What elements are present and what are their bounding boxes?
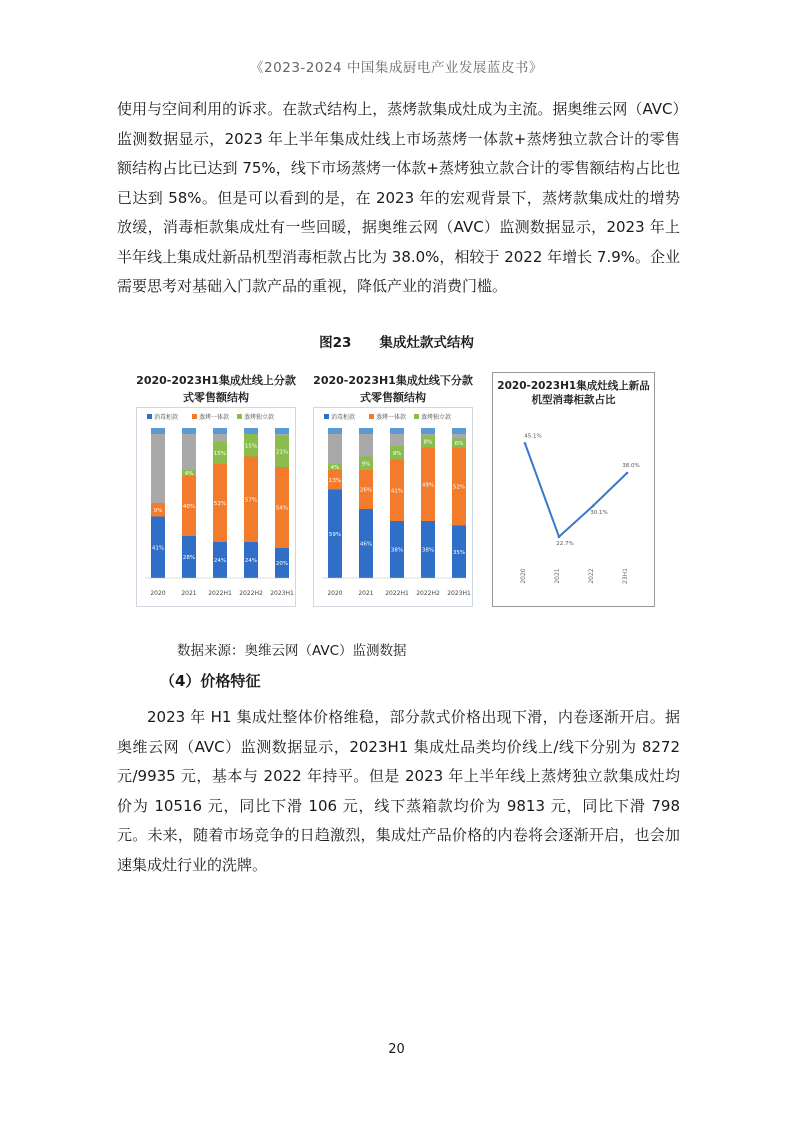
online-legend-label: 蒸烤独立款: [244, 414, 275, 421]
chart-online-frame: [136, 407, 296, 607]
online-data-label: 54%: [275, 505, 289, 512]
offline-data-label: 9%: [361, 461, 371, 468]
online-data-label: 24%: [213, 558, 227, 564]
page-number: 20: [388, 1042, 405, 1057]
chart-newmodel-frame: [492, 372, 655, 607]
offline-legend-swatch: [414, 414, 419, 419]
online-data-label: 20%: [275, 561, 289, 567]
chart-newmodel-svg: [493, 373, 654, 606]
newmodel-data-point: [524, 442, 527, 445]
offline-bar-segment-top: [328, 428, 342, 434]
offline-data-label: 52%: [452, 484, 466, 491]
online-bar-segment-other: [182, 434, 196, 470]
offline-data-label: 59%: [328, 531, 342, 538]
online-legend-swatch: [147, 414, 152, 419]
newmodel-x-tick-label: 2021: [554, 568, 561, 584]
offline-data-label: 6%: [454, 441, 464, 447]
offline-data-label: 38%: [390, 547, 404, 554]
online-bar-segment-other: [151, 434, 165, 503]
offline-data-label: 46%: [359, 541, 373, 548]
online-x-tick-label: 2020: [150, 590, 166, 597]
offline-x-tick-label: 2023H1: [447, 590, 471, 597]
offline-data-label: 49%: [421, 482, 435, 489]
online-data-label: 4%: [184, 471, 194, 477]
online-bar-segment-top: [244, 428, 258, 434]
offline-data-label: 41%: [390, 488, 404, 495]
offline-x-tick-label: 2020: [327, 590, 343, 597]
offline-data-label: 38%: [421, 547, 435, 554]
chart-online-title: 2020-2023H1集成灶线上分款式零售额结构: [136, 374, 296, 404]
offline-bar-segment-top: [452, 428, 466, 434]
online-x-tick-label: 2023H1: [270, 590, 294, 597]
online-bar-segment-other: [275, 434, 289, 436]
offline-legend-label: 蒸烤一体款: [376, 414, 407, 421]
online-legend-label: 蒸烤一体款: [199, 414, 230, 421]
online-bar-segment-top: [151, 428, 165, 434]
newmodel-data-label: 38.0%: [622, 463, 640, 469]
offline-bar-segment-top: [421, 428, 435, 434]
chart-offline-frame: [313, 407, 473, 607]
offline-data-label: 26%: [359, 487, 373, 494]
chart-online-panel: [136, 372, 296, 607]
newmodel-data-point: [626, 472, 629, 475]
offline-x-tick-label: 2022H1: [385, 590, 409, 597]
newmodel-x-tick-label: 2020: [520, 568, 527, 584]
online-x-tick-label: 2022H1: [208, 590, 232, 597]
online-legend-label: 消毒柜款: [154, 414, 179, 421]
newmodel-data-label: 30.1%: [590, 509, 608, 516]
body-paragraph-2: 2023 年 H1 集成灶整体价格维稳，部分款式价格出现下滑，内卷逐渐开启。据奥维云网（AVC）监测数据显示，2023H1 集成灶品类均价线上/线下分别为 8272 元/9935 元，基本与 2022 年持平。但是 2023 年上半年线上蒸烤独立款集成灶均价为 10516 元，同比下滑 106 元，线下蒸箱款均价为 9813 元，同比下滑 798 元。未来，随着市场竞争的日趋激烈，集成灶产品价格的内卷将会逐渐开启，也会加速集成灶行业的洗牌。: [117, 708, 680, 874]
chart-offline-panel: [313, 372, 473, 607]
offline-legend-label: 蒸烤独立款: [421, 414, 452, 421]
online-bar-segment-other: [213, 434, 227, 442]
offline-bar-segment-other: [328, 434, 342, 464]
offline-bar-segment-top: [390, 428, 404, 434]
offline-data-label: 9%: [392, 450, 402, 457]
section-heading: （4）价格特征: [160, 672, 261, 690]
offline-x-tick-label: 2021: [358, 590, 374, 597]
online-data-label: 28%: [182, 555, 196, 561]
offline-data-label: 13%: [328, 477, 342, 484]
online-bar-segment-top: [213, 428, 227, 434]
document-header: 《2023-2024 中国集成厨电产业发展蓝皮书》: [250, 60, 543, 76]
chart-newmodel-title: 2020-2023H1集成灶线上新品机型消毒柜款占比: [497, 380, 650, 406]
online-data-label: 24%: [244, 558, 258, 564]
figure-caption: [0, 331, 793, 351]
offline-data-label: 35%: [452, 549, 466, 556]
online-legend-swatch: [237, 414, 242, 419]
online-bar-segment-top: [275, 428, 289, 434]
chart-offline-svg: [314, 408, 472, 606]
newmodel-data-label: 45.1%: [524, 433, 542, 440]
newmodel-data-point: [558, 535, 561, 538]
newmodel-data-label: 22.7%: [556, 540, 574, 547]
online-data-label: 57%: [244, 497, 258, 504]
data-source-note: 数据来源：奥维云网（AVC）监测数据: [177, 643, 407, 659]
newmodel-x-tick-label: 2022: [588, 568, 595, 584]
online-data-label: 15%: [213, 450, 227, 457]
offline-bar-segment-other: [390, 434, 404, 446]
offline-data-label: 8%: [423, 439, 433, 446]
online-bar-segment-top: [182, 428, 196, 434]
offline-legend-swatch: [324, 414, 329, 419]
newmodel-data-point: [592, 505, 595, 508]
figure-number: 图23: [319, 335, 352, 351]
chart-offline-title: 2020-2023H1集成灶线下分款式零售额结构: [313, 374, 473, 404]
online-data-label: 9%: [153, 507, 163, 514]
online-data-label: 21%: [275, 449, 289, 456]
online-data-label: 15%: [244, 443, 258, 450]
chart-online-svg: [137, 408, 295, 606]
offline-x-tick-label: 2022H2: [416, 590, 440, 597]
offline-bar-segment-other: [359, 434, 373, 457]
body-paragraph-1: 使用与空间利用的诉求。在款式结构上，蒸烤款集成灶成为主流。据奥维云网（AVC）监测数据显示，2023 年上半年集成灶线上市场蒸烤一体款+蒸烤独立款合计的零售额结构占比已达到 75%，线下市场蒸烤一体款+蒸烤独立款合计的零售额结构占比也已达到 58%。但是可以看到的是，在 2023 年的宏观背景下，蒸烤款集成灶的增势放缓，消毒柜款集成灶有一些回暖，据奥维云网（AVC）监测数据显示，2023 年上半年线上集成灶新品机型消毒柜款占比为 38.0%，相较于 2022 年增长 7.9%。企业需要思考对基础入门款产品的重视，降低产业的消费门槛。: [117, 100, 681, 295]
newmodel-x-tick-label: 23H1: [622, 568, 629, 584]
online-legend-swatch: [192, 414, 197, 419]
online-data-label: 52%: [213, 501, 227, 507]
online-data-label: 41%: [151, 545, 165, 552]
offline-data-label: 4%: [330, 465, 340, 471]
chart-newmodel-panel: [492, 372, 655, 607]
online-x-tick-label: 2022H2: [239, 590, 263, 597]
newmodel-series-line: [525, 443, 627, 536]
online-data-label: 40%: [182, 504, 196, 510]
offline-bar-segment-other: [421, 434, 435, 436]
figure-title: 集成灶款式结构: [379, 335, 474, 351]
offline-bar-segment-top: [359, 428, 373, 434]
offline-legend-label: 消毒柜款: [331, 414, 356, 421]
online-x-tick-label: 2021: [181, 590, 197, 597]
offline-legend-swatch: [369, 414, 374, 419]
offline-bar-segment-other: [452, 434, 466, 439]
